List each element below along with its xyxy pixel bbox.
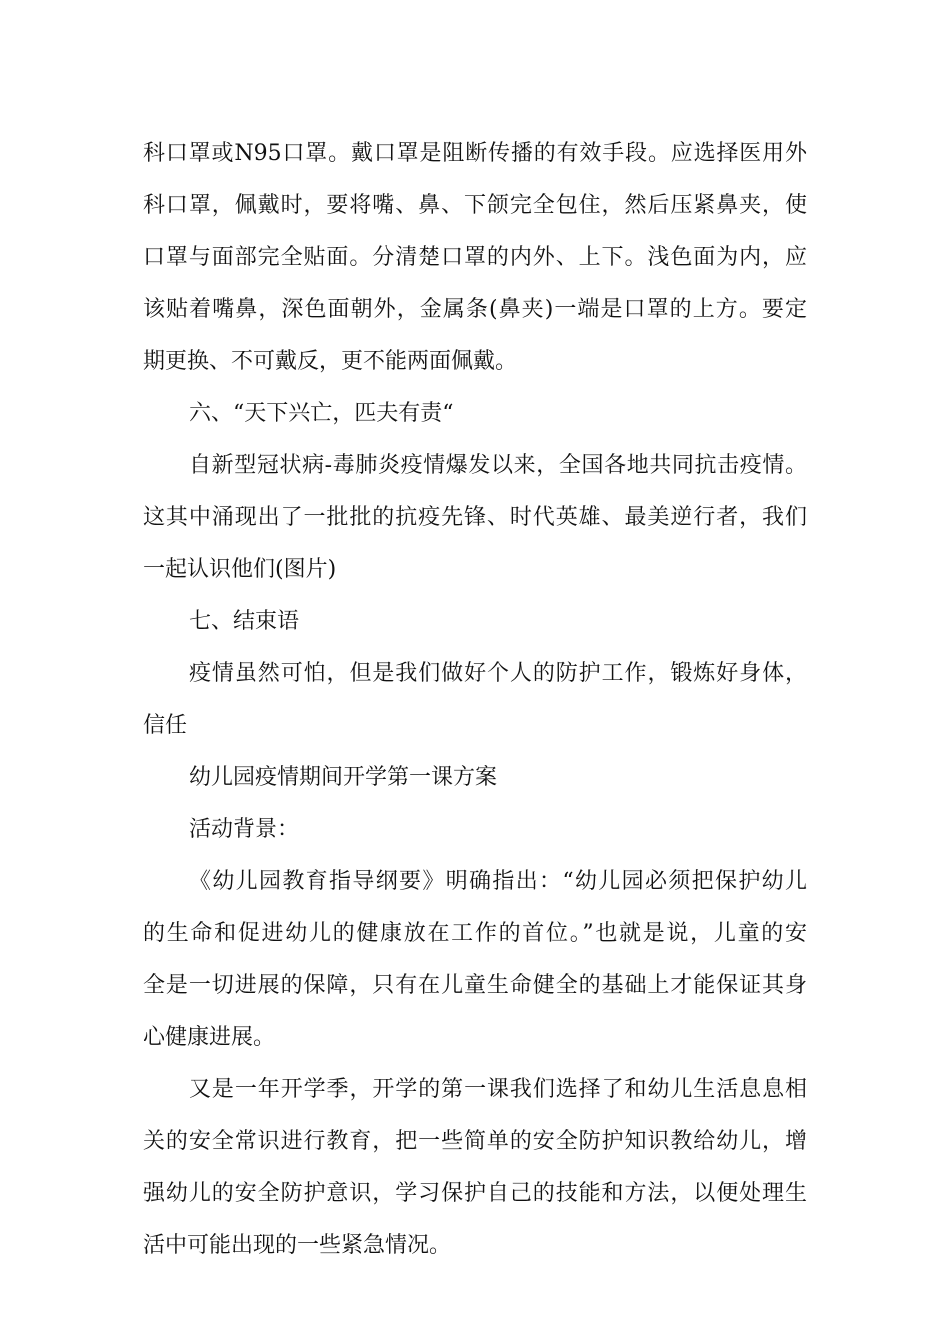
text-line: 自新型冠状病-毒肺炎疫情爆发以来，全国各地共同抗击疫情。: [189, 453, 807, 478]
section-heading: 活动背景：: [189, 817, 300, 842]
text-line: 这其中涌现出了一批批的抗疫先锋、时代英雄、最美逆行者，我们: [143, 505, 807, 530]
text-line: 口罩与面部完全贴面。分清楚口罩的内外、上下。浅色面为内，应: [143, 245, 807, 270]
document-title: 幼儿园疫情期间开学第一课方案: [189, 765, 498, 790]
text-line: 关的安全常识进行教育，把一些简单的安全防护知识教给幼儿，增: [143, 1129, 807, 1154]
text-line: 活中可能出现的一些紧急情况。: [143, 1233, 452, 1258]
text-line: 的生命和促进幼儿的健康放在工作的首位。”也就是说，儿童的安: [143, 921, 807, 946]
text-line: 疫情虽然可怕，但是我们做好个人的防护工作，锻炼好身体，: [189, 661, 807, 686]
text-line: 一起认识他们(图片): [143, 557, 337, 582]
text-line: 又是一年开学季，开学的第一课我们选择了和幼儿生活息息相: [189, 1077, 807, 1102]
text-line: 强幼儿的安全防护意识，学习保护自己的技能和方法，以便处理生: [143, 1181, 807, 1206]
text-line: 科口罩或N95口罩。戴口罩是阻断传播的有效手段。应选择医用外: [143, 141, 807, 166]
text-line: 信任: [143, 713, 188, 738]
document-body: [143, 128, 807, 1272]
section-heading: 六、“天下兴亡，匹夫有责“: [189, 401, 454, 426]
section-heading: 七、结束语: [189, 609, 300, 634]
text-line: 《幼儿园教育指导纲要》明确指出：“幼儿园必须把保护幼儿: [189, 869, 807, 894]
text-line: 全是一切进展的保障，只有在儿童生命健全的基础上才能保证其身: [143, 973, 807, 998]
text-line: 科口罩，佩戴时，要将嘴、鼻、下颌完全包住，然后压紧鼻夹，使: [143, 193, 807, 218]
text-line: 心健康进展。: [143, 1025, 276, 1050]
text-line: 该贴着嘴鼻，深色面朝外，金属条(鼻夹)一端是口罩的上方。要定: [143, 297, 807, 322]
text-line: 期更换、不可戴反，更不能两面佩戴。: [143, 349, 518, 374]
